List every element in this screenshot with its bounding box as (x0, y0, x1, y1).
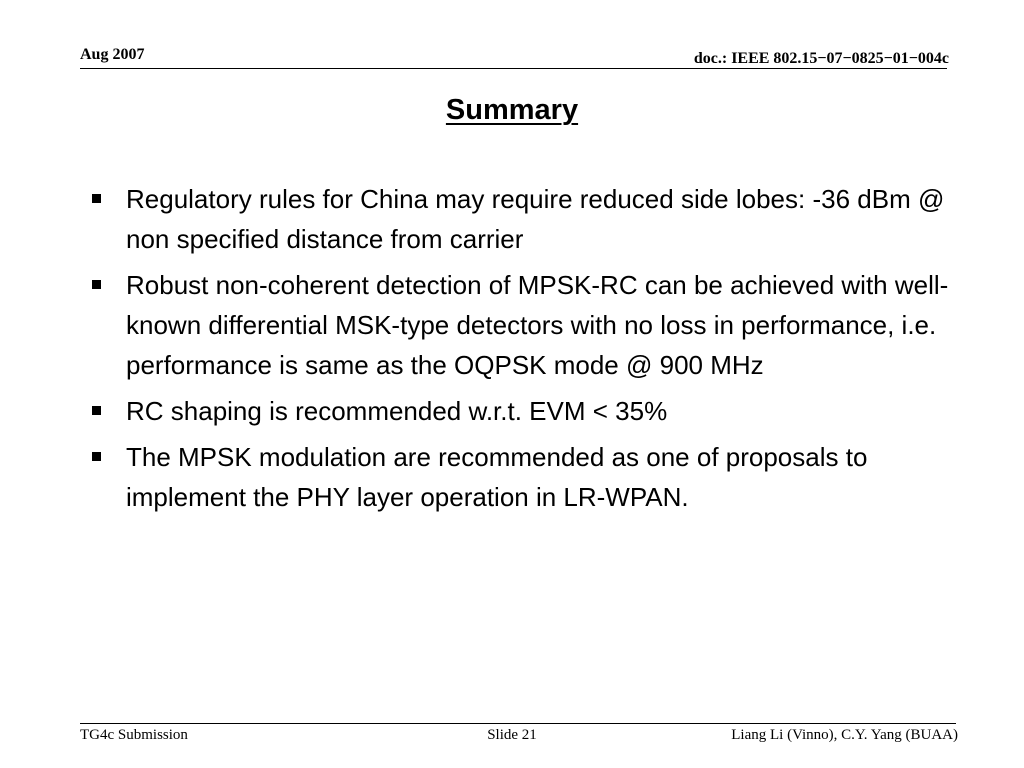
square-bullet-icon (92, 406, 101, 415)
square-bullet-icon (92, 194, 101, 203)
footer-authors: Liang Li (Vinno), C.Y. Yang (BUAA) (731, 727, 958, 743)
footer-submission: TG4c Submission (80, 727, 188, 743)
header-doc-id: doc.: IEEE 802.15−07−0825−01−004c (693, 50, 949, 67)
slide-title (0, 94, 1024, 127)
bullet-item (88, 391, 958, 431)
bullet-text: Robust non-coherent detection of MPSK-RC can be achieved with well-known differential MSK-type detectors with no loss in performance, i.e. performance is same as the OQPSK mode @ 900 MHz (126, 270, 949, 380)
bullet-item (88, 265, 958, 385)
header-date: Aug 2007 (80, 46, 145, 63)
header-divider (80, 68, 947, 69)
bullet-list (88, 179, 958, 523)
footer-divider (80, 723, 956, 724)
slide-title-text: Summary (445, 94, 579, 126)
bullet-text: RC shaping is recommended w.r.t. EVM < 35% (126, 396, 668, 426)
bullet-text: The MPSK modulation are recommended as one of proposals to implement the PHY layer operation in LR-WPAN. (126, 442, 868, 512)
bullet-item (88, 179, 958, 259)
square-bullet-icon (92, 452, 101, 461)
bullet-text: Regulatory rules for China may require reduced side lobes: -36 dBm @ non specified distance from carrier (126, 184, 945, 254)
bullet-item (88, 437, 958, 517)
square-bullet-icon (92, 280, 101, 289)
footer-slide-number: Slide 21 (487, 727, 537, 743)
